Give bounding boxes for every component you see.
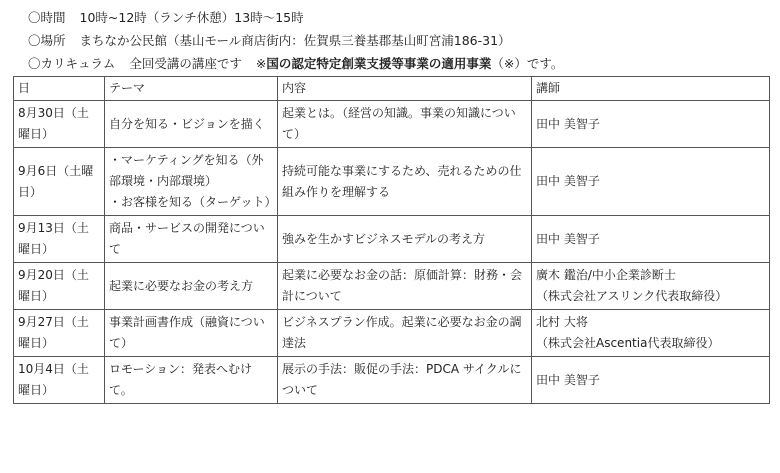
cell-content: 強みを生かすビジネスモデルの考え方 [278,216,532,263]
time-label: 〇時間 [28,10,66,25]
cell-theme [105,310,278,357]
cell-theme [105,216,278,263]
cell-teacher [532,357,770,404]
teacher-line: （株式会社Ascentia代表取締役） [536,336,720,350]
cell-content: ビジネスプラン作成。起業に必要なお金の調達法 [278,310,532,357]
cell-date: 9月6日（土曜日） [14,148,105,216]
header-teacher: 講師 [532,77,770,101]
teacher-line: 田中 美智子 [536,116,600,131]
teacher-line: 田中 美智子 [536,174,600,188]
table-row [14,101,770,148]
schedule-table [13,76,770,404]
cell-content: 起業に必要なお金の話：原価計算：財務・会計について [278,263,532,310]
place-value: まちなか公民館（基山モール商店街内：佐賀県三養基郡基山町宮浦186-31） [79,33,511,48]
cell-date: 9月13日（土曜日） [14,216,105,263]
teacher-line: 田中 美智子 [536,231,600,246]
theme-line: ・マーケティングを知る（外部環境・内部環境） [109,153,264,188]
theme-line: 商品・サービスの開発について [109,221,265,256]
curriculum-value: 全回受講の講座です [129,56,242,71]
cell-teacher [532,310,770,357]
theme-line: 事業計画書作成（融資について） [109,315,265,350]
curriculum-info [28,55,563,73]
cell-date: 10月4日（土曜日） [14,357,105,404]
time-info [28,9,304,27]
cell-date: 9月27日（土曜日） [14,310,105,357]
curriculum-note-suffix: （※）です。 [491,56,564,71]
table-row [14,310,770,357]
cell-teacher [532,101,770,148]
table-row [14,148,770,216]
cell-teacher [532,263,770,310]
header-date: 日 [14,77,105,101]
theme-line: ロモーション：発表へむけて。 [109,362,253,397]
theme-line: 自分を知る・ビジョンを描く [109,116,265,131]
teacher-line: （株式会社アスリンク代表取締役） [536,289,728,303]
cell-teacher [532,216,770,263]
cell-date: 9月20日（土曜日） [14,263,105,310]
cell-theme [105,101,278,148]
theme-line: ・お客様を知る（ターゲット） [109,195,277,209]
header-content: 内容 [278,77,532,101]
cell-theme [105,148,278,216]
theme-line: 起業に必要なお金の考え方 [109,278,254,293]
place-label: 〇場所 [28,33,66,48]
table-row [14,263,770,310]
table-row [14,357,770,404]
table-header-row [14,77,770,101]
cell-theme [105,357,278,404]
curriculum-note-bold: 国の認定特定創業支援等事業の適用事業 [266,56,492,71]
teacher-line: 田中 美智子 [536,372,600,387]
cell-content: 起業とは。（経営の知識。事業の知識について） [278,101,532,148]
cell-teacher [532,148,770,216]
curriculum-label: 〇カリキュラム [28,56,116,71]
place-info [28,32,511,50]
table-row [14,216,770,263]
cell-theme [105,263,278,310]
teacher-line: 廣木 鑑治/中小企業診断士 [536,268,676,282]
cell-content: 持続可能な事業にするため、売れるための仕組み作りを理解する [278,148,532,216]
teacher-line: 北村 大将 [536,315,588,329]
cell-content: 展示の手法：販促の手法：PDCA サイクルについて [278,357,532,404]
cell-date: 8月30日（土曜日） [14,101,105,148]
time-value: 10時~12時（ランチ休憩）13時～15時 [79,10,304,25]
curriculum-note-prefix: ※ [255,56,267,71]
header-theme: テーマ [105,77,278,101]
